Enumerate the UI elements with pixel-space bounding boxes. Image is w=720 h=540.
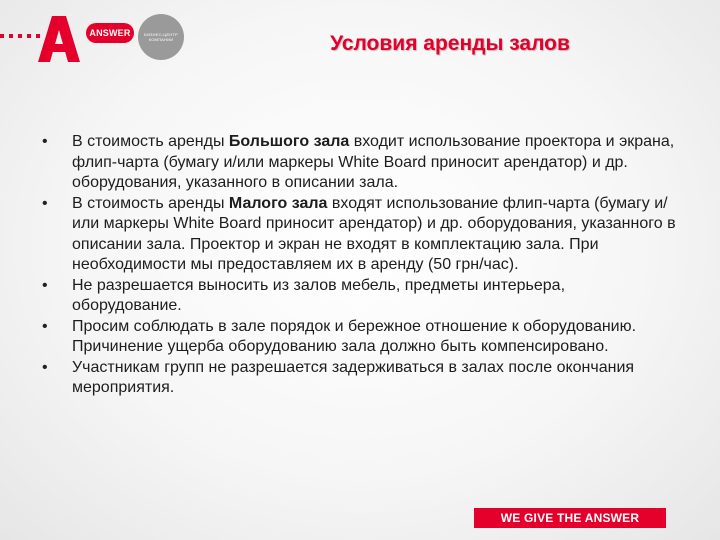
bullet-icon: • (42, 194, 48, 212)
logo-letter-a-icon (36, 14, 82, 62)
logo-circle (138, 14, 184, 60)
list-item-text (72, 132, 677, 194)
text-pre: В стоимость аренды (72, 194, 229, 212)
text-pre: Не разрешается выносить из залов мебель, предметы интерьера, оборудование. (72, 276, 566, 314)
logo-circle-text: БИЗНЕС-ЦЕНТР КОМПАНИИ (144, 32, 178, 42)
list-item (40, 276, 680, 317)
text-pre: В стоимость аренды (72, 133, 229, 150)
bullet-icon: • (42, 276, 48, 294)
text-post: входят использование флип-чарта (бумагу и/или маркеры White Board приносит арендатор) и др. оборудования, указанного в описании зала. Проектор и экран не входят в комплектацию зала. При необходимости мы предоставляем их в аренду (50 грн/час). (72, 194, 676, 273)
list-item-text (72, 276, 677, 317)
footer-slogan: WE GIVE THE ANSWER (474, 508, 666, 528)
list-item (40, 132, 680, 194)
list-item-text (72, 194, 677, 276)
text-bold: Большого зала (228, 133, 350, 150)
list-item (40, 317, 680, 358)
logo-badge: ANSWER (86, 23, 134, 43)
text-post: входит использование проектора и экрана, флип-чарта (бумагу и/или маркеры White Board приносит арендатор) и др. оборудования, указанного в описании зала. (72, 133, 675, 191)
text-pre: Участникам групп не разрешается задерживаться в залах после окончания мероприятия. (72, 358, 635, 396)
text-bold: Малого зала (228, 194, 328, 212)
text-pre: Просим соблюдать в зале порядок и бережное отношение к оборудованию. Причинение ущерба оборудованию зала должно быть компенсировано. (72, 317, 637, 355)
list-item-text (72, 317, 677, 358)
bullet-icon: • (42, 317, 48, 335)
bullet-icon: • (42, 133, 48, 150)
page-title: Условия аренды залов (330, 32, 570, 55)
decorative-dots (0, 34, 40, 38)
bullet-icon: • (42, 358, 48, 376)
list-item-text (72, 358, 677, 399)
bullet-list (40, 132, 680, 399)
list-item (40, 194, 680, 276)
list-item (40, 358, 680, 399)
